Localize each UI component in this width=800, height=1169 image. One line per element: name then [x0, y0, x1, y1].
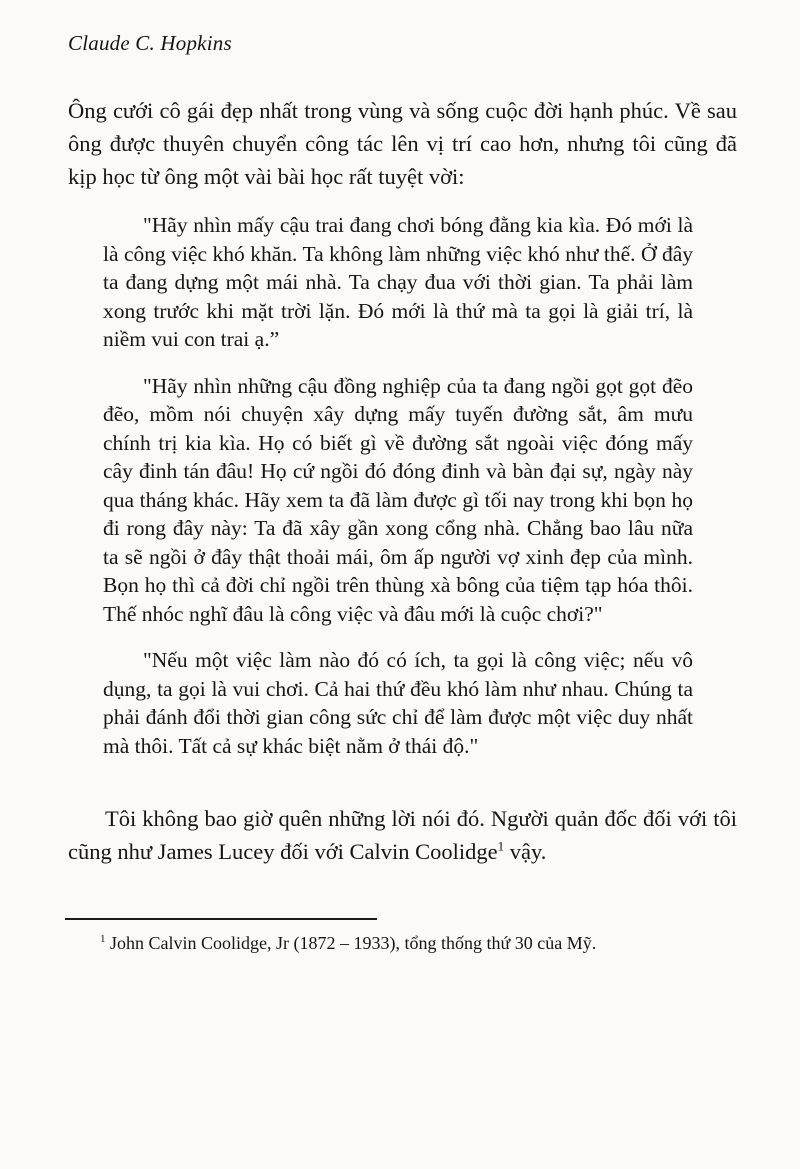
footnote-rule — [65, 918, 377, 920]
quote-roof-building: "Hãy nhìn mấy cậu trai đang chơi bóng đằng kia kìa. Đó mới là là công việc khó khăn. Ta không làm những việc khó như thế. Ở đây ta đang dựng một mái nhà. Ta chạy đua với thời gian. Ta phải làm xong trước khi mặt trời lặn. Đó mới là thứ mà ta gọi là giải trí, là niềm vui con trai ạ.” — [103, 213, 693, 351]
running-header: Claude C. Hopkins — [68, 31, 232, 55]
quote-work-vs-play: "Nếu một việc làm nào đó có ích, ta gọi là công việc; nếu vô dụng, ta gọi là vui chơi. Cả hai thứ đều khó làm như nhau. Chúng ta phải đánh đổi thời gian công sức chỉ để làm được một việc duy nhất mà thôi. Tất cả sự khác biệt nằm ở thái độ." — [103, 648, 693, 758]
closing-text-after-ref: vậy. — [504, 839, 547, 864]
quote-colleagues: "Hãy nhìn những cậu đồng nghiệp của ta đang ngồi gọt gọt đẽo đẽo, mồm nói chuyện xây dựng mấy tuyến đường sắt, âm mưu chính trị kia kìa. Họ có biết gì về đường sắt ngoài việc đóng mấy cây đinh tán đâu! Họ cứ ngồi đó đóng đinh và bàn đại sự, ngày này qua tháng khác. Hãy xem ta đã làm được gì tối nay trong khi bọn họ đi rong đây này: Ta đã xây gần xong cổng nhà. Chẳng bao lâu nữa ta sẽ ngồi ở đây thật thoải mái, ôm ấp người vợ xinh đẹp của mình. Bọn họ thì cả đời chỉ ngồi trên thùng xà bông của tiệm tạp hóa thôi. Thế nhóc nghĩ đâu là công việc và đâu mới là cuộc chơi?" — [103, 373, 693, 626]
closing-text-before-ref: Tôi không bao giờ quên những lời nói đó. Người quản đốc đối với tôi cũng như James Lucey đối với Calvin Coolidge — [68, 806, 737, 864]
footnote-reference: 1 — [497, 838, 505, 854]
footnote-area — [68, 918, 737, 956]
footnote — [68, 931, 737, 956]
footnote-marker: 1 — [100, 933, 106, 945]
opening-paragraph: Ông cưới cô gái đẹp nhất trong vùng và sống cuộc đời hạnh phúc. Về sau ông được thuyên chuyển công tác lên vị trí cao hơn, nhưng tôi cũng đã kịp học từ ông một vài bài học rất tuyệt vời: — [68, 98, 737, 189]
closing-paragraph — [68, 802, 737, 868]
footnote-text: John Calvin Coolidge, Jr (1872 – 1933), tổng thống thứ 30 của Mỹ. — [105, 933, 597, 953]
